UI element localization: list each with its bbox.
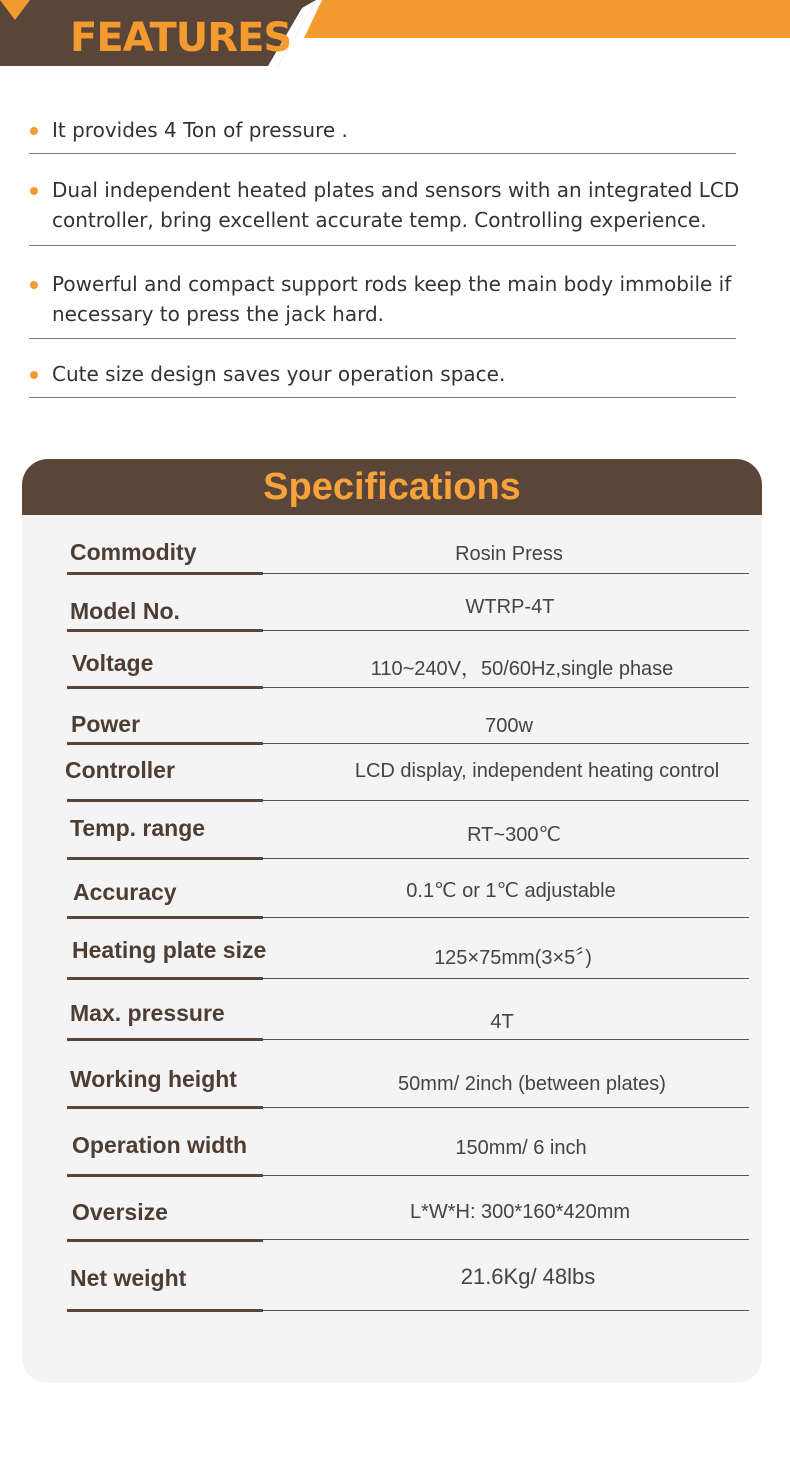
feature-text: It provides 4 Ton of pressure . <box>52 118 348 142</box>
row-divider-thin <box>263 1039 749 1040</box>
triangle-down-icon <box>0 0 30 20</box>
spec-label: Accuracy <box>73 879 177 905</box>
list-item <box>29 358 736 398</box>
row-divider-thick <box>67 1309 263 1312</box>
specifications-header <box>22 459 762 515</box>
spec-value: 21.6Kg/ 48lbs <box>460 1264 596 1289</box>
row-divider-thin <box>263 687 749 688</box>
spec-value: 0.1℃ or 1℃ adjustable <box>406 880 616 902</box>
bullet-icon <box>30 187 38 195</box>
spec-value: LCD display, independent heating control <box>354 760 720 782</box>
feature-text: Cute size design saves your operation space. <box>52 362 506 386</box>
spec-value: 700w <box>485 715 533 737</box>
spec-label: Commodity <box>70 539 197 565</box>
row-divider-thick <box>67 857 263 860</box>
row-divider-thin <box>263 743 749 744</box>
specifications-title: Specifications <box>263 466 521 508</box>
spec-label: Max. pressure <box>70 1000 225 1026</box>
row-divider-thick <box>67 572 263 575</box>
specifications-card <box>22 459 762 1383</box>
row-divider-thick <box>67 1174 263 1177</box>
spec-value: 4T <box>490 1011 514 1033</box>
spec-label: Heating plate size <box>72 937 267 963</box>
row-divider-thin <box>263 1239 749 1240</box>
row-divider-thin <box>263 978 749 979</box>
spec-label: Voltage <box>72 650 154 676</box>
bullet-icon <box>30 371 38 379</box>
row-divider-thick <box>67 1239 263 1242</box>
features-banner <box>0 0 790 66</box>
row-divider-thin <box>263 1107 749 1108</box>
list-item <box>29 174 740 246</box>
spec-value: 150mm/ 6 inch <box>455 1137 587 1159</box>
list-item <box>29 114 736 154</box>
row-divider-thick <box>67 629 263 632</box>
spec-label: Power <box>71 711 141 737</box>
row-divider-thin <box>263 858 749 859</box>
row-divider-thin <box>263 573 749 574</box>
spec-value: 50mm/ 2inch (between plates) <box>398 1073 666 1095</box>
list-item <box>29 268 736 339</box>
row-divider-thin <box>263 630 749 631</box>
feature-text: Dual independent heated plates and sensors with an integrated LCD controller, bring excellent accurate temp. Controlling experience. <box>52 178 740 232</box>
row-divider-thick <box>67 686 263 689</box>
spec-label: Net weight <box>70 1265 187 1291</box>
spec-value: RT~300℃ <box>467 824 561 846</box>
bullet-icon <box>30 281 38 289</box>
row-divider-thick <box>67 1038 263 1041</box>
spec-label: Oversize <box>72 1199 168 1225</box>
row-divider-thin <box>263 917 749 918</box>
row-divider-thick <box>67 742 263 745</box>
row-divider-thick <box>67 977 263 980</box>
spec-value: Rosin Press <box>455 543 563 565</box>
spec-value: 110~240V，50/60Hz,single phase <box>370 658 674 680</box>
feature-text: Powerful and compact support rods keep the main body immobile if necessary to press the jack hard. <box>52 272 732 326</box>
spec-value: 125×75mm(3×5〞) <box>434 947 592 969</box>
spec-value: WTRP-4T <box>465 596 555 618</box>
spec-label: Working height <box>70 1066 237 1092</box>
spec-label: Temp. range <box>70 815 206 841</box>
spec-label: Model No. <box>70 598 180 624</box>
row-divider-thick <box>67 799 263 802</box>
row-divider-thick <box>67 1106 263 1109</box>
row-divider-thin <box>263 1310 749 1311</box>
bullet-icon <box>30 127 38 135</box>
row-divider-thin <box>263 800 749 801</box>
spec-value: L*W*H: 300*160*420mm <box>409 1201 631 1223</box>
banner-title: FEATURES <box>70 15 292 61</box>
spec-label: Controller <box>65 757 175 783</box>
spec-label: Operation width <box>72 1132 248 1158</box>
row-divider-thin <box>263 1175 749 1176</box>
row-divider-thick <box>67 916 263 919</box>
